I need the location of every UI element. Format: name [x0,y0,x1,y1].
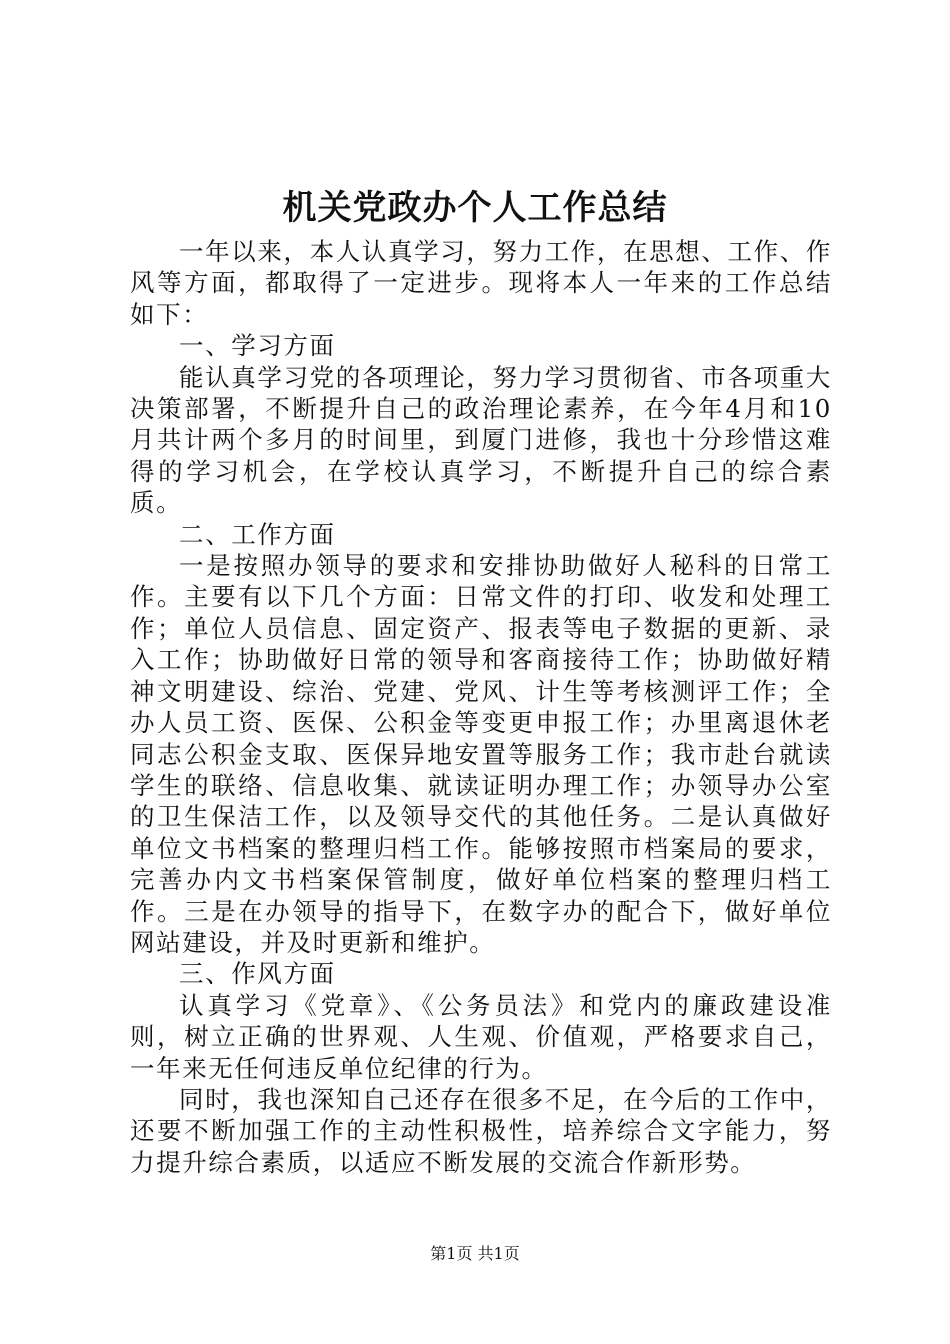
section-heading-work: 二、工作方面 [179,519,336,549]
section-heading-study: 一、学习方面 [179,331,336,361]
intro-paragraph: 一年以来，本人认真学习，努力工作，在思想、工作、作风等方面，都取得了一定进步。现将本人一年来的工作总结如下： [130,237,832,329]
closing-paragraph: 同时，我也深知自己还存在很多不足，在今后的工作中，还要不断加强工作的主动性积极性，培养综合文字能力，努力提升综合素质，以适应不断发展的交流合作新形势。 [130,1084,832,1177]
study-paragraph: 能认真学习党的各项理论，努力学习贯彻省、市各项重大决策部署，不断提升自己的政治理论素养，在今年4月和10月共计两个多月的时间里，到厦门进修，我也十分珍惜这难得的学习机会，在学校认真学习，不断提升自己的综合素质。 [130,362,832,518]
work-paragraph: 一是按照办领导的要求和安排协助做好人秘科的日常工作。主要有以下几个方面：日常文件的打印、收发和处理工作；单位人员信息、固定资产、报表等电子数据的更新、录入工作；协助做好日常的领导和客商接待工作；协助做好精神文明建设、综治、党建、党风、计生等考核测评工作；全办人员工资、医保、公积金等变更申报工作；办里离退休老同志公积金支取、医保异地安置等服务工作；我市赴台就读学生的联络、信息收集、就读证明办理工作；办领导办公室的卫生保洁工作，以及领导交代的其他任务。二是认真做好单位文书档案的整理归档工作。能够按照市档案局的要求，完善办内文书档案保管制度，做好单位档案的整理归档工作。三是在办领导的指导下，在数字办的配合下，做好单位网站建设，并及时更新和维护。 [130,551,832,957]
section-heading-style: 三、作风方面 [179,959,336,989]
document-body [130,236,832,1178]
document-title: 机关党政办个人工作总结 [282,188,668,228]
page-footer: 第1页 共1页 [430,1244,520,1263]
style-paragraph: 认真学习《党章》、《公务员法》和党内的廉政建设准则，树立正确的世界观、人生观、价值观，严格要求自己，一年来无任何违反单位纪律的行为。 [130,990,832,1083]
